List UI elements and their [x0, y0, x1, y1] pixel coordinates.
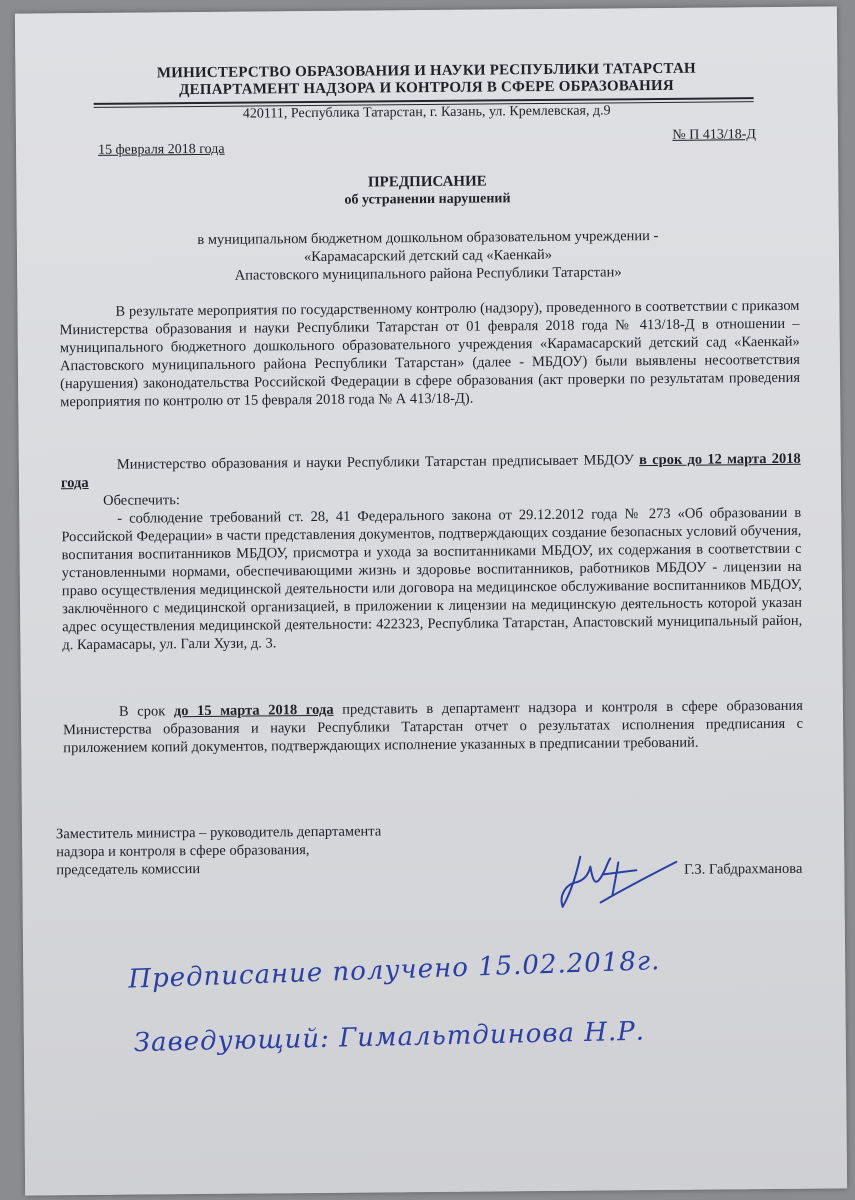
document-body: [15, 6, 847, 1195]
department-address: 420111, Республика Татарстан, г. Казань, ул. Кремлевская, д.9: [242, 103, 611, 122]
paragraph-report-deadline: [63, 697, 803, 757]
paragraph-ensure-label: Обеспечить:: [103, 492, 180, 509]
report-text-post: представить в департамент надзора и контроля в сфере образования Министерства образования и науки Республики Татарстан отчет о результатах исполнения предписания с приложением копий документов, подтверждающих исполнение указанных в предписании требований.: [63, 697, 804, 757]
institution-line-1: в муниципальном бюджетном дошкольном образовательном учреждении -: [197, 228, 659, 249]
prescription-deadline: в срок до 12 марта 2018 года: [60, 450, 801, 492]
department-header: ДЕПАРТАМЕНТ НАДЗОРА И КОНТРОЛЯ В СФЕРЕ ОБРАЗОВАНИЯ: [179, 77, 674, 99]
signatory-title-line-2: надзора и контроля в сфере образования,: [56, 842, 310, 861]
handwritten-head-signature: Заведующий: Гимальтдинова Н.Р.: [133, 1016, 646, 1059]
paragraph-inspection-result: В результате мероприятия по государственному контролю (надзору), проведенного в соответствии с приказом Министерства образования и науки Республики Татарстан от 01 февраля 2018 года № 413/18-Д в отношении – муниципального бюджетного дошкольного образовательного учреждения «Карамасарский детский сад «Каенкай» Апастовского муниципального района Республики Татарстан» (далее - МБДОУ) были выявлены несоответствия (нарушения) законодательства Российской Федерации в сфере образования (акт проверки по результатам проведения мероприятия по контролю от 15 февраля 2018 года № А 413/18-Д).: [59, 297, 801, 411]
document-sheet: [15, 6, 847, 1195]
paragraph-requirements: - соблюдение требований ст. 28, 41 Федерального закона от 29.12.2012 года № 273 «Об образовании в Российской Федерации» в части представления документов, подтверждающих создание безопасных условий обучения, воспитания воспитанников МБДОУ, присмотра и ухода за воспитанниками МБДОУ, их содержания в соответствии с установленными нормами, обеспечивающими жизнь и здоровье воспитанников, работников МБДОУ - лицензии на право осуществления медицинской деятельности или договора на медицинское обслуживание воспитанников МБДОУ, заключённого с медицинской организацией, в приложении к лицензии на медицинскую деятельность которой указан адрес осуществления медицинской деятельности: 422323, Республика Татарстан, Апастовский муниципальный район, д. Карамасары, ул. Гали Хузи, д. 3.: [61, 504, 803, 654]
document-title: ПРЕДПИСАНИЕ: [367, 173, 487, 191]
signature-mark: [540, 844, 681, 915]
document-subtitle: об устранении нарушений: [344, 191, 511, 208]
signatory-name: Г.З. Габдрахманова: [683, 860, 803, 878]
institution-line-3: Апастовского муниципального района Республики Татарстан»: [234, 264, 622, 284]
institution-line-2: «Карамасарский детский сад «Каенкай»: [303, 246, 553, 266]
signatory-title-line-1: Заместитель министра – руководитель департамента: [55, 823, 382, 843]
report-text-pre: В срок: [118, 703, 174, 720]
document-date: 15 февраля 2018 года: [97, 141, 225, 158]
handwritten-received-note: Предписание получено 15.02.2018г.: [127, 946, 661, 995]
signatory-title: [56, 822, 382, 879]
signatory-title-line-3: председатель комиссии: [56, 861, 201, 879]
ministry-header: МИНИСТЕРСТВО ОБРАЗОВАНИЯ И НАУКИ РЕСПУБЛИКИ ТАТАРСТАН: [156, 60, 696, 82]
report-deadline: до 15 марта 2018 года: [173, 701, 334, 720]
document-number: № П 413/18-Д: [672, 127, 757, 143]
prescription-text: Министерство образования и науки Республики Татарстан предписывает МБДОУ: [116, 452, 640, 473]
